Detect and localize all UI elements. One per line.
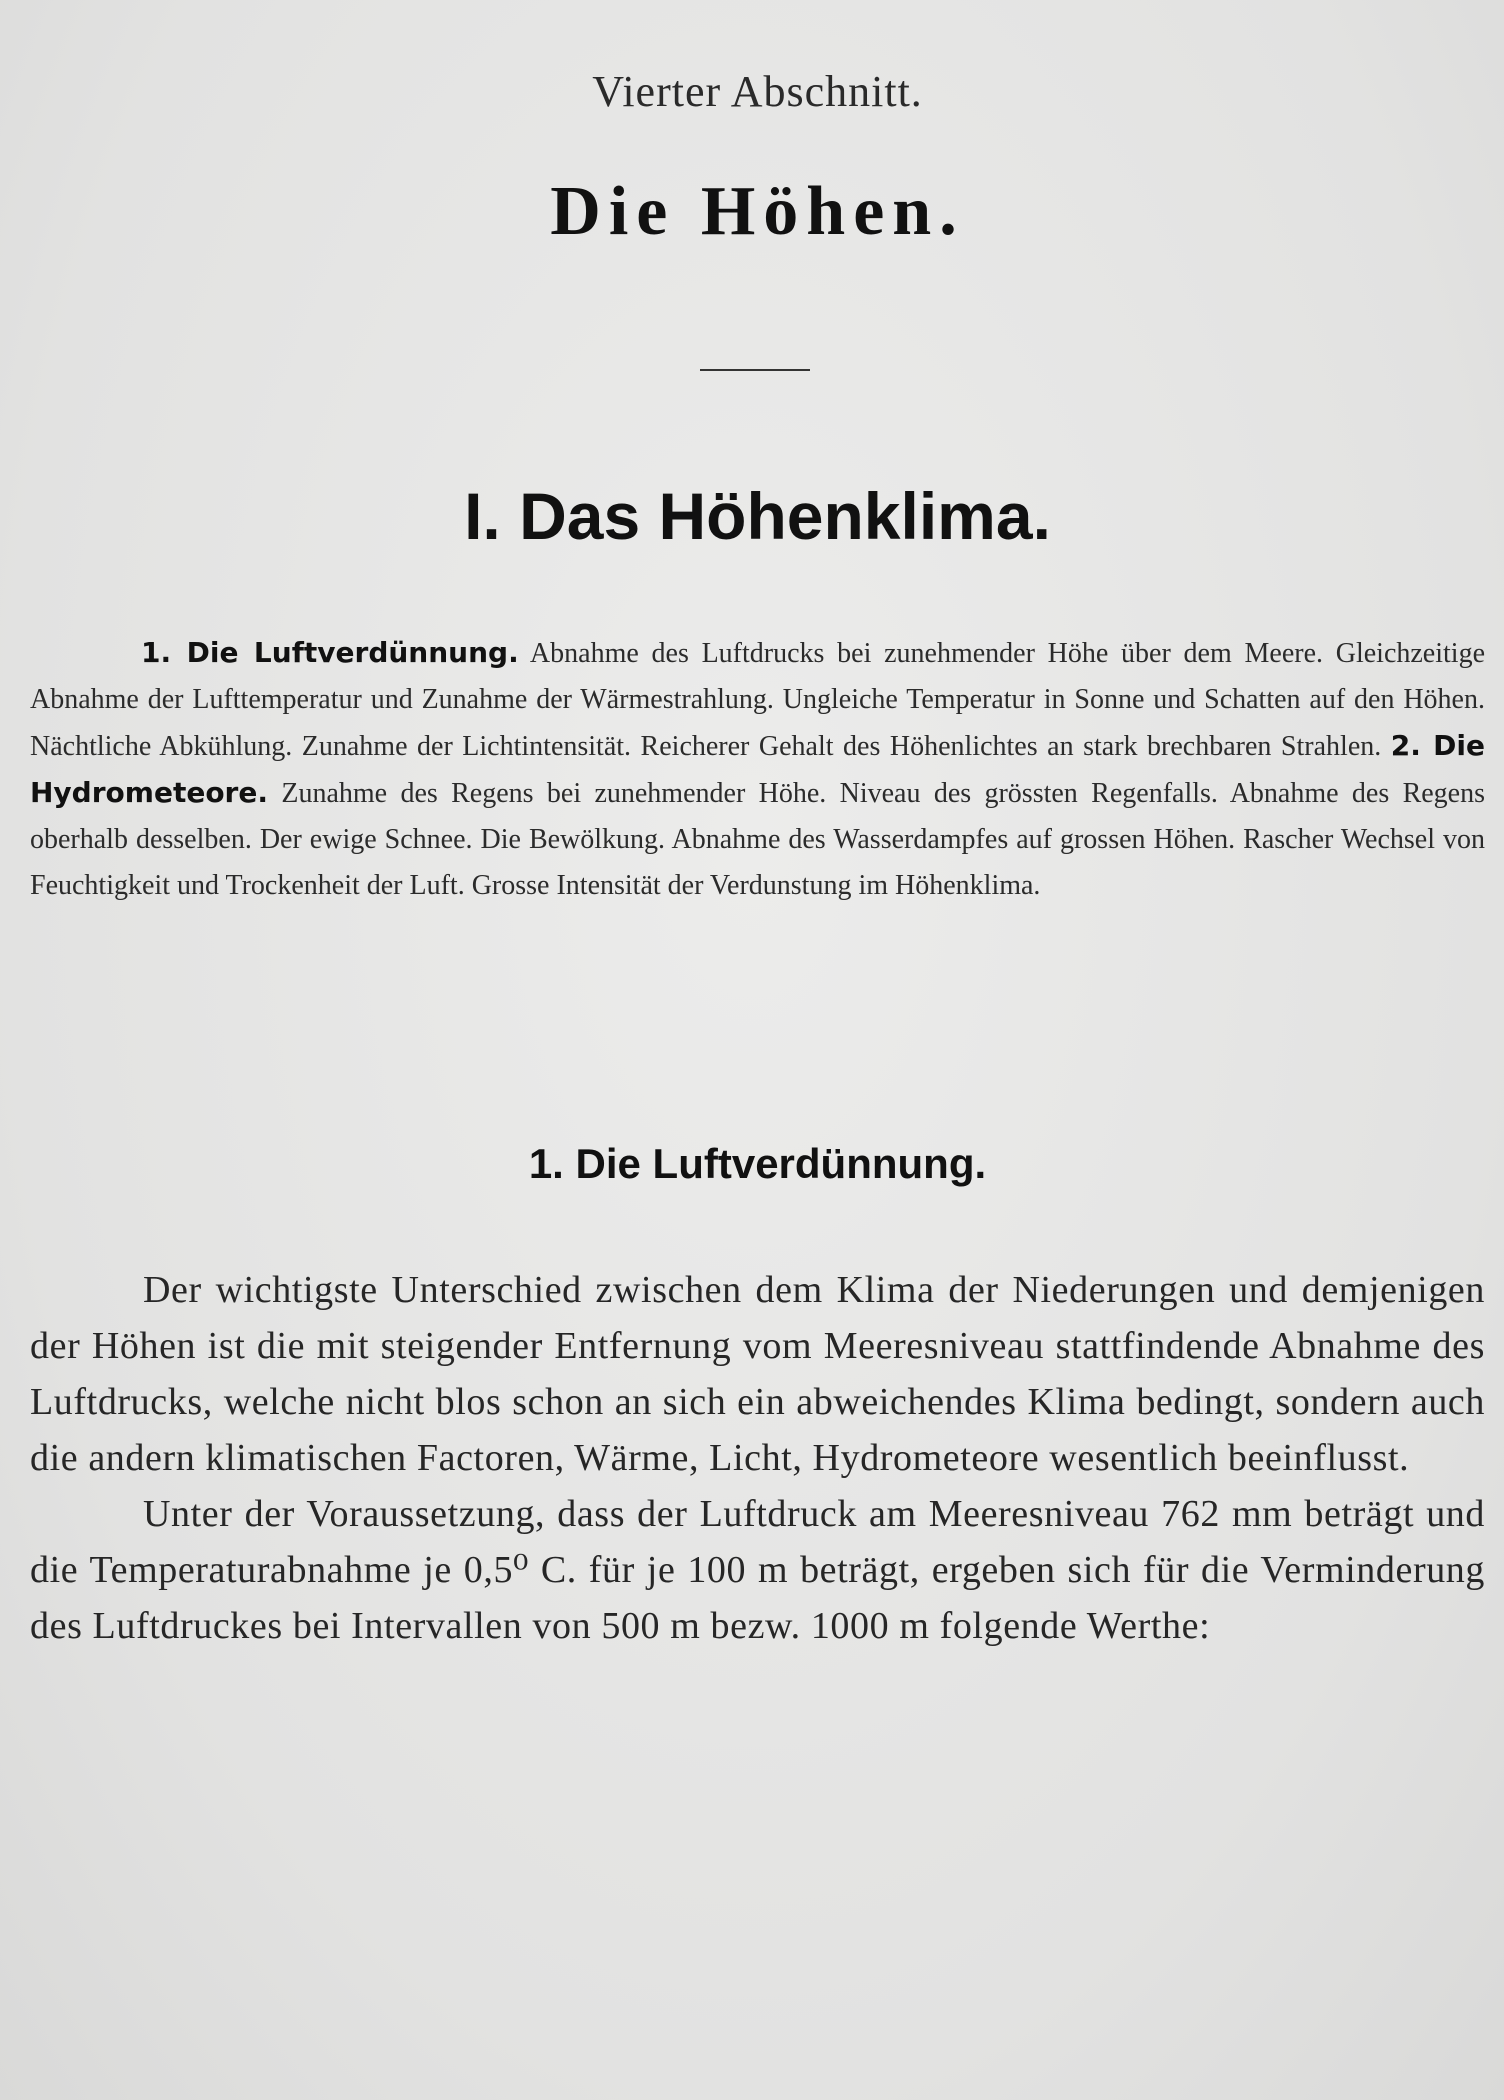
body-text (30, 1262, 1485, 1654)
summary-heading-1: 1. Die Luftverdünnung. (141, 636, 519, 669)
body-paragraph-2: Unter der Voraussetzung, dass der Luftdruck am Meeresniveau 762 mm beträgt und die Temperaturabnahme je 0,5⁰ C. für je 100 m beträgt, ergeben sich für die Verminderung des Luftdruckes bei Intervallen von 500 m bezw. 1000 m folgende Werthe: (30, 1493, 1485, 1647)
book-page (30, 0, 1485, 2100)
chapter-title: I. Das Höhenklima. (464, 479, 1051, 553)
summary-text-2: Zunahme des Regens bei zunehmender Höhe. Niveau des grössten Regenfalls. Abnahme des Regens oberhalb desselben. Der ewige Schnee. Die Bewölkung. Abnahme des Wasserdampfes auf grossen Höhen. Rascher Wechsel von Feuchtigkeit und Trockenheit der Luft. Grosse Intensität der Verdunstung im Höhenklima. (30, 778, 1486, 901)
summary-text-1: Abnahme des Luftdrucks bei zunehmender Höhe über dem Meere. Gleichzeitige Abnahme der Lufttemperatur und Zunahme der Wärmestrahlung. Ungleiche Temperatur in Sonne und Schatten auf den Höhen. Nächtliche Abkühlung. Zunahme der Lichtintensität. Reicherer Gehalt des Höhenlichtes an stark brechbaren Strahlen. (30, 638, 1485, 762)
chapter-summary (30, 630, 1485, 909)
main-title: Die Höhen. (550, 173, 965, 250)
section-label: Vierter Abschnitt. (592, 67, 923, 116)
body-paragraph-1: Der wichtigste Unterschied zwischen dem Klima der Niederungen und demjenigen der Höhen ist die mit steigender Entfernung vom Meeresniveau stattfindende Abnahme des Luftdrucks, welche nicht blos schon an sich ein abweichendes Klima bedingt, sondern auch die andern klimatischen Factoren, Wärme, Licht, Hydrometeore wesentlich beeinflusst. (30, 1269, 1485, 1479)
summary-heading-2: 2. Die Hydrometeore. (30, 729, 1485, 809)
subsection-title: 1. Die Luftverdünnung. (528, 1140, 987, 1187)
divider-rule (700, 369, 810, 371)
